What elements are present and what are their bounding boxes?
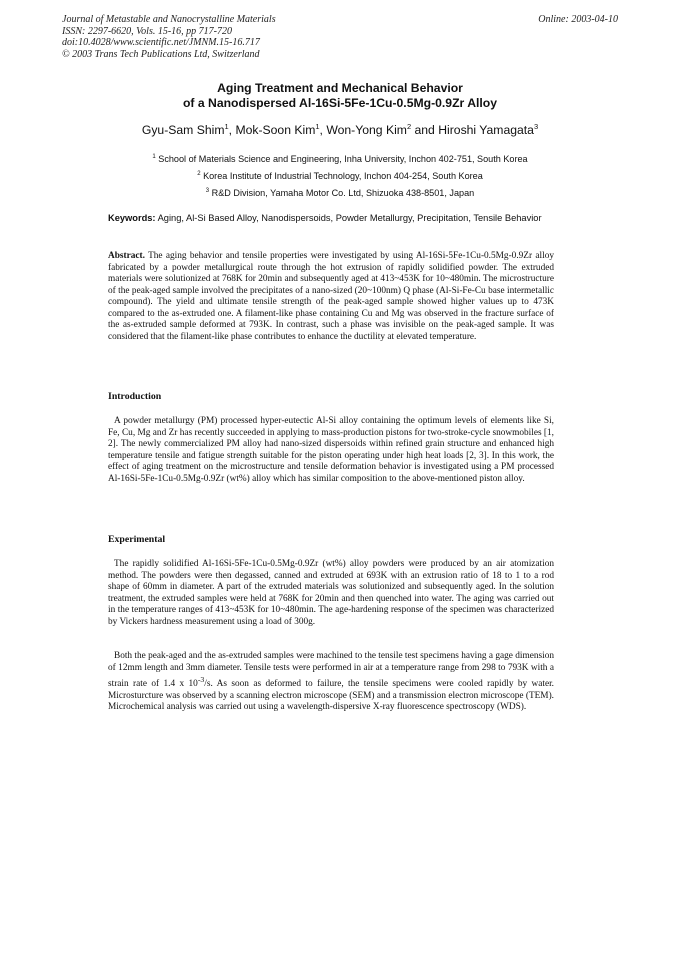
exponent: -3 bbox=[197, 675, 205, 684]
author-name: Won-Yong Kim bbox=[326, 123, 407, 138]
affiliation-text: School of Materials Science and Engineering, Inha University, Inchon 402-751, South Korea bbox=[158, 154, 528, 165]
introduction-paragraph: A powder metallurgy (PM) processed hyper-eutectic Al-Si alloy containing the optimum levels of elements like Si, Fe, Cu, Mg and Zr has recently succeeded in applying to mass-production pistons for two-stroke-cycle snowmobiles [1, 2]. The newly commercialized PM alloy had nano-sized dispersoids within refined grain structure and enhanced high temperature tensile and fatigue strength suitable for the piston operating under high heat loads [2, 3]. In this work, the effect of aging treatment on the microstructure and tensile deformation behavior is investigated using a PM processed Al-16Si-5Fe-1Cu-0.5Mg-0.9Zr (wt%) alloy which has similar composition to the above-mentioned piston alloy. bbox=[108, 416, 554, 484]
journal-doi: doi:10.4028/www.scientific.net/JMNM.15-16.717 bbox=[62, 37, 260, 48]
paragraph-text: Both the peak-aged and the as-extruded samples were machined to the tensile test specimens having a gage dimension of 12mm length and 3mm diameter. Tensile tests were performed in air at a temperature range from 298 to 793K with a strain rate of 1.4 x 10 bbox=[108, 651, 554, 690]
online-date: Online: 2003-04-10 bbox=[538, 14, 618, 25]
affiliation-sup: 3 bbox=[205, 188, 210, 195]
author-name: Gyu-Sam Shim bbox=[141, 123, 225, 138]
keywords-text: Aging, Al-Si Based Alloy, Nanodispersoids, Powder Metallurgy, Precipitation, Tensile Behavior bbox=[155, 213, 542, 223]
abstract-label: Abstract. bbox=[108, 251, 145, 261]
author-and: and bbox=[411, 123, 439, 138]
author-affil-sup: 3 bbox=[533, 122, 539, 131]
affiliation-sup: 1 bbox=[152, 154, 156, 160]
journal-issn: ISSN: 2297-6620, Vols. 15-16, pp 717-720 bbox=[62, 25, 232, 37]
author-list bbox=[62, 122, 618, 137]
title-line-1: Aging Treatment and Mechanical Behavior bbox=[217, 81, 463, 95]
affiliation-3 bbox=[62, 184, 618, 201]
abstract bbox=[108, 251, 554, 343]
experimental-heading: Experimental bbox=[108, 534, 166, 545]
author-separator: , bbox=[228, 123, 236, 138]
paragraph-text: /s. As soon as deformed to failure, the tensile specimens were cooled rapidly by water. Microsturcture was observed by a scanning electron microscope (SEM) and a transmission electron microscope (TEM). Microchemical analysis was carried out using a wavelength-dispersive X-ray fluorescence spectroscopy (WDS). bbox=[108, 679, 554, 713]
affiliation-1 bbox=[62, 150, 618, 167]
affiliation-sup: 2 bbox=[197, 171, 201, 178]
author-name: Mok-Soon Kim bbox=[235, 123, 316, 138]
title-line-2: of a Nanodispersed Al-16Si-5Fe-1Cu-0.5Mg-0.9Zr Alloy bbox=[182, 96, 497, 110]
journal-name: Journal of Metastable and Nanocrystalline Materials bbox=[62, 14, 276, 25]
affiliation-2 bbox=[62, 167, 618, 184]
author-affil-sup: 1 bbox=[315, 122, 320, 131]
paper-title bbox=[62, 81, 618, 111]
keywords-label: Keywords: bbox=[108, 213, 156, 223]
author-name: Hiroshi Yamagata bbox=[438, 123, 534, 138]
affiliation-text: Korea Institute of Industrial Technology, Inchon 404-254, South Korea bbox=[203, 171, 483, 182]
experimental-paragraph-1: The rapidly solidified Al-16Si-5Fe-1Cu-0.5Mg-0.9Zr (wt%) alloy powders were produced by an air atomization method. The powders were then degassed, canned and extruded at 693K with an extrusion ratio of 18 to 1 to a rod shape of 60mm in diameter. A part of the extruded materials was solutionized and subsequently aged. In the solution treatment, the extruded samples were held at 768K for 20min and then quenched into water. The aging was carried out in the temperature ranges of 413~453K for 10~480min. The age-hardening response of the specimen was characterized by Vickers hardness measurement using a load of 300g. bbox=[108, 559, 554, 627]
abstract-text: The aging behavior and tensile properties were investigated by using Al-16Si-5Fe-1Cu-0.5Mg-0.9Zr alloy fabricated by a powder metallurgical route through the hot extrusion of rapidly solidified powder. The extruded materials were solutionized at 768K for 20min and subsequently aged at 413~453K for 10~480min. The microstructure of the peak-aged sample involved the precipitates of a nano-sized (20~100nm) Q phase (Al-Si-Fe-Cu base intermetallic compound). The yield and ultimate tensile strength of the peak-aged sample showed higher values up to 473K compared to the as-extruded one. A filament-like phase containing Cu and Mg was observed in the fracture surface of the as-extruded sample deformed at 793K. In contrast, such a phase was invisible on the peak-aged sample. It was considered that the filament-like phase contributes to enhance the ductility at elevated temperature. bbox=[108, 251, 554, 342]
author-separator: , bbox=[319, 123, 327, 138]
author-affil-sup: 1 bbox=[224, 122, 229, 131]
introduction-heading: Introduction bbox=[108, 391, 162, 402]
affiliation-list bbox=[62, 150, 618, 202]
journal-copyright: © 2003 Trans Tech Publications Ltd, Switzerland bbox=[62, 48, 260, 60]
journal-header bbox=[62, 14, 618, 60]
keywords bbox=[108, 213, 554, 225]
experimental-paragraph-2 bbox=[108, 651, 554, 714]
author-affil-sup: 2 bbox=[406, 122, 412, 131]
affiliation-text: R&D Division, Yamaha Motor Co. Ltd, Shizuoka 438-8501, Japan bbox=[211, 188, 475, 199]
